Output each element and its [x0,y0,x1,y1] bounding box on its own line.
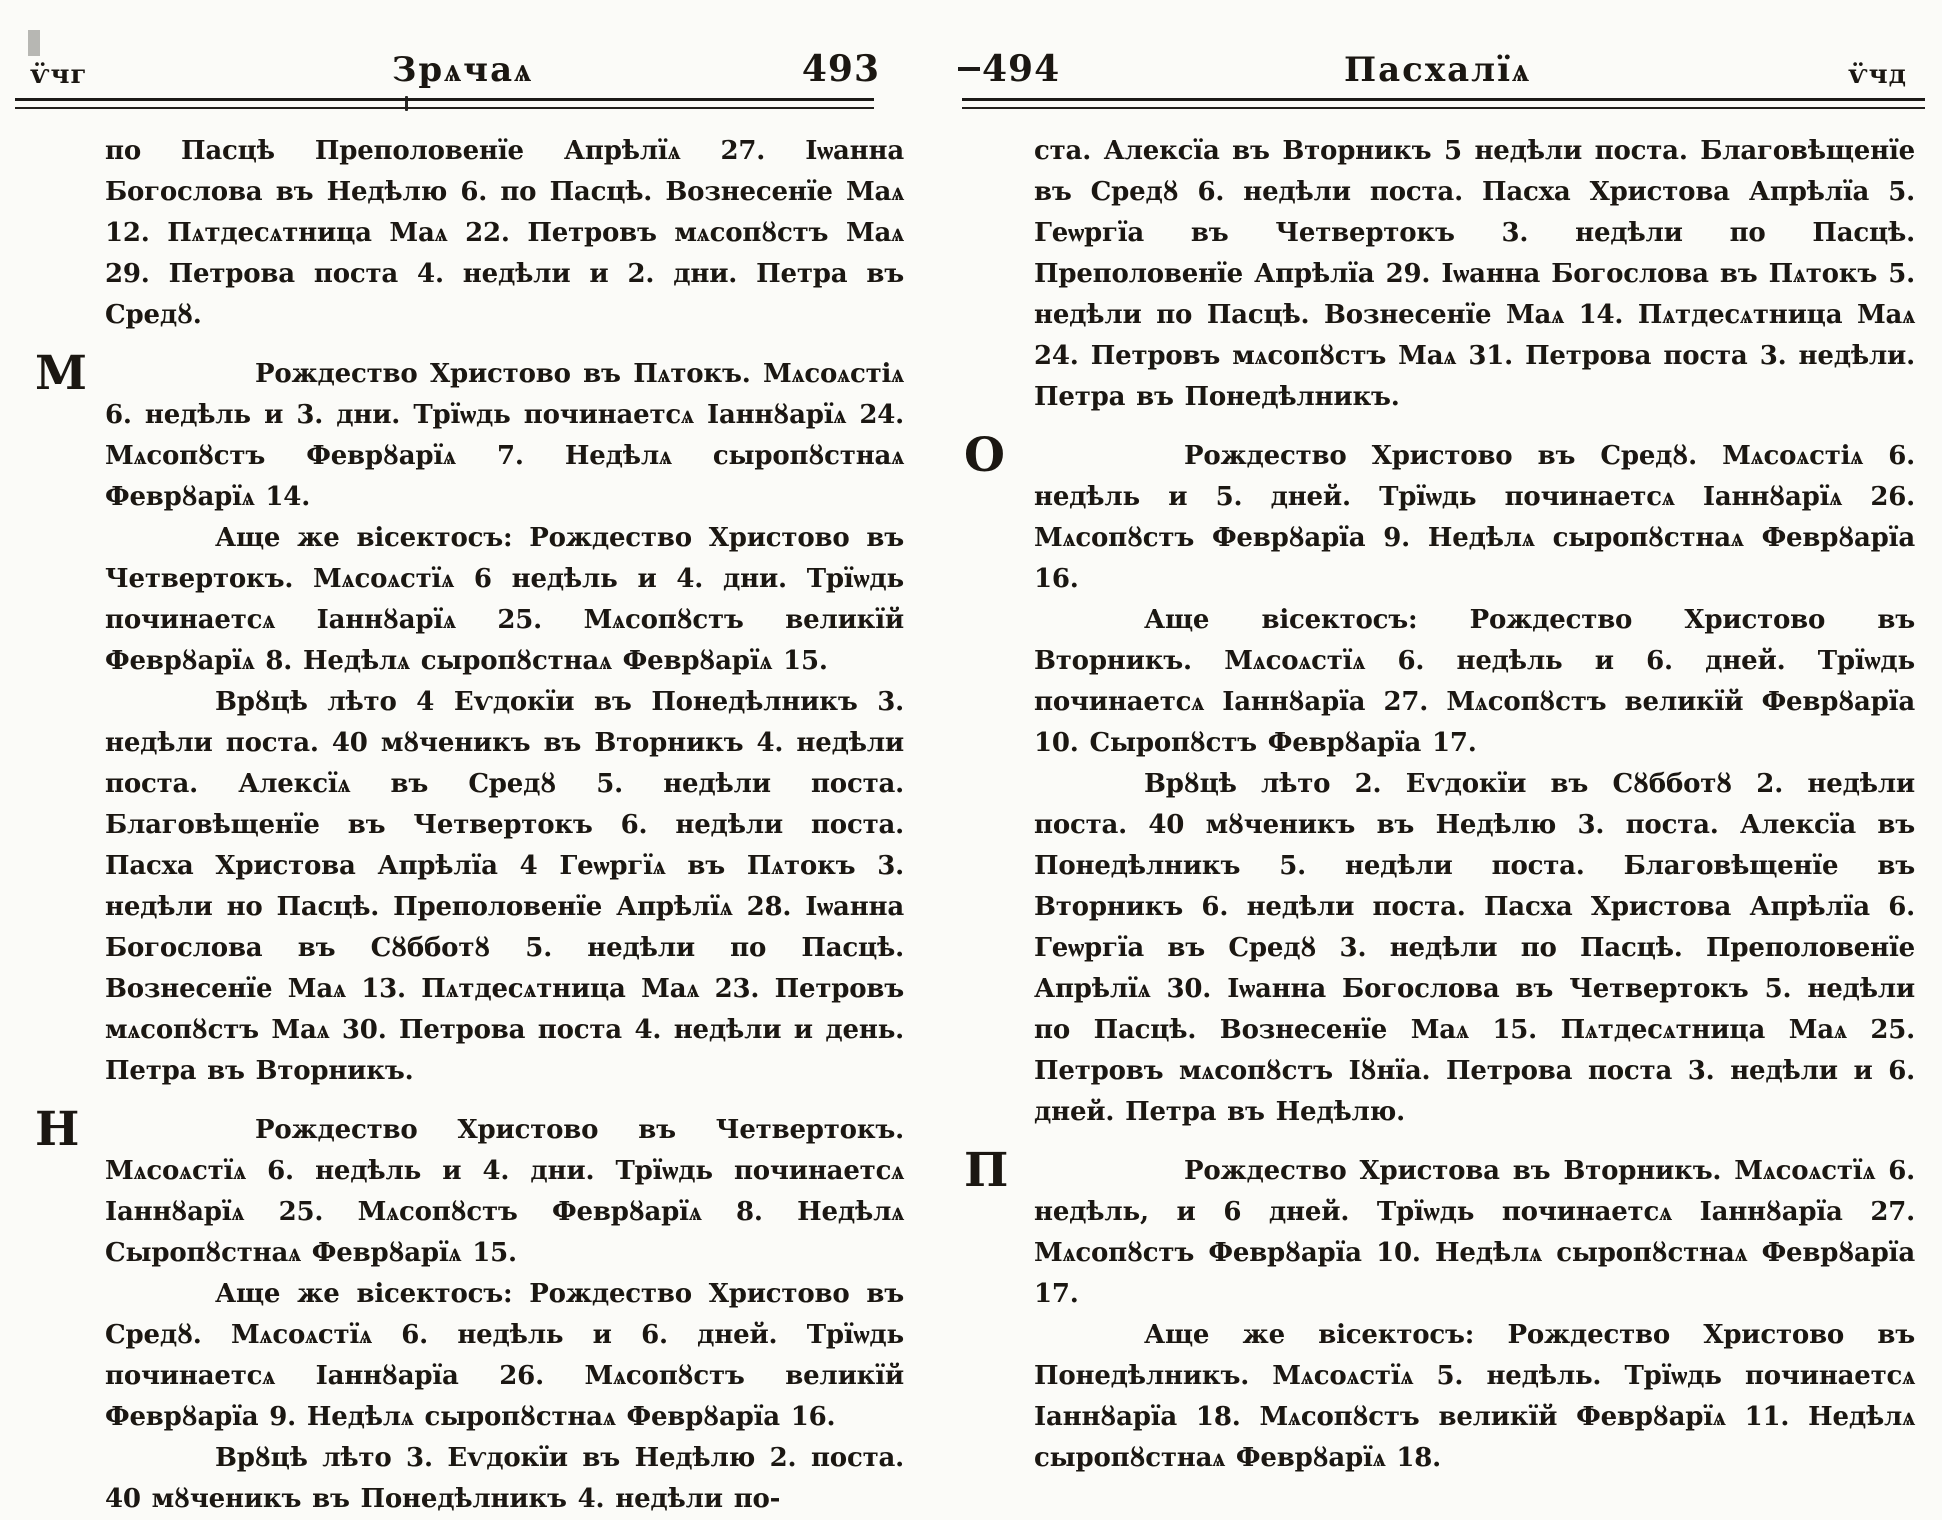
paragraph-text: ста. Алексїа въ Вторникъ 5 недѣли поста. Благовѣщенїе въ Средȣ 6. недѣли поста. Пасха Христова Апрѣлїа 5. Геѡргїа въ Четвертокъ 3. недѣли по Пасцѣ. Преполовенїе Апрѣлїа 29. Іѡанна Богослова въ Пѧтокъ 5. недѣли по Пасцѣ. Вознесенїе Маѧ 14. Пѧтдесѧтница Маѧ 24. Петровъ мѧсопȣстъ Маѧ 31. Петрова поста 3. недѣли. Петра въ Понедѣлникъ. [1034,136,1915,412]
page-body [15,131,910,1520]
paragraph [1034,764,1915,1133]
paragraph-text: Аще же вісектосъ: Рождество Христово въ Понедѣлникъ. Мѧсоѧстїѧ 5. недѣль. Трїѡдь починаетсѧ Іаннȣарїа 18. Мѧсопȣстъ великїй Феврȣарїѧ 11. Недѣлѧ сыропȣстнаѧ Феврȣарїѧ 18. [1034,1320,1915,1473]
paragraph [105,682,904,1092]
paragraph-text: Рождество Христово въ Средȣ. Мѧсоѧстіѧ 6. недѣль и 5. дней. Трїѡдь починаетсѧ Іаннȣарїѧ 26. Мѧсопȣстъ Феврȣарїа 9. Недѣлѧ сыропȣстнаѧ Феврȣарїа 16. [1034,441,1915,594]
folio-numeral: ѵ̈чд [1848,60,1907,90]
paragraph [105,518,904,682]
paragraph [105,1274,904,1438]
paragraph-text: Врȣцѣ лѣто 2. Еѵдокїи въ Сȣбботȣ 2. недѣли поста. 40 мȣченикъ въ Недѣлю 3. поста. Алексїа въ Понедѣлникъ 5. недѣли поста. Благовѣщенїе въ Вторникъ 6. недѣли поста. Пасха Христова Апрѣлїа 6. Геѡргїа въ Средȣ 3. недѣли по Пасцѣ. Преполовенїе Апрѣлїѧ 30. Іѡанна Богослова въ Четвертокъ 5. недѣли по Пасцѣ. Вознесенїе Маѧ 15. Пѧтдесѧтница Маѧ 25. Петровъ мѧсопȣстъ Іȣнїа. Петрова поста 3. недѣли и 6. дней. Петра въ Недѣлю. [1034,769,1915,1127]
margin-initial: П [964,1143,1009,1198]
page-493 [15,46,910,1520]
page-header [15,46,910,90]
paragraph-text: Аще вісектосъ: Рождество Христово въ Вторникъ. Мѧсоѧстїѧ 6. недѣль и 6. дней. Трїѡдь починаетсѧ Іаннȣарїа 27. Мѧсопȣстъ великїй Феврȣарїа 10. Сыропȣстъ Феврȣарїа 17. [1034,605,1915,758]
paragraph-text: Рождество Христово въ Пѧтокъ. Мѧсоѧстіѧ 6. недѣль и 3. дни. Трїѡдь починаетсѧ Іаннȣарїѧ 24. Мѧсопȣстъ Феврȣарїѧ 7. Недѣлѧ сыропȣстнаѧ Феврȣарїѧ 14. [105,359,904,512]
paragraph [35,1102,904,1274]
margin-initial: О [964,428,1005,483]
paragraph [1034,1315,1915,1479]
paragraph-text: Аще же вісектосъ: Рождество Христово въ Четвертокъ. Мѧсоѧстїѧ 6 недѣль и 4. дни. Трїѡдь починаетсѧ Іаннȣарїѧ 25. Мѧсопȣстъ великїй Феврȣарїѧ 8. Недѣлѧ сыропȣстнаѧ Феврȣарїѧ 15. [105,523,904,676]
margin-initial: Н [35,1102,80,1157]
paragraph [1034,131,1915,418]
paragraph [105,131,904,336]
ink-mark [958,67,980,71]
paragraph-text: Врȣцѣ лѣто 3. Еѵдокїи въ Недѣлю 2. поста. 40 мȣченикъ въ Понедѣлникъ 4. недѣли по- [105,1443,904,1514]
running-title: Зрѧчаѧ [391,50,534,90]
running-title: Пасхалїѧ [1343,50,1532,90]
paragraph [964,1143,1915,1315]
paragraph-text: Рождество Христова въ Вторникъ. Мѧсоѧстїѧ 6. недѣль, и 6 дней. Трїѡдь починаетсѧ Іаннȣарїа 27. Мѧсопȣстъ Феврȣарїа 10. Недѣлѧ сыропȣстнаѧ Феврȣарїа 17. [1034,1156,1915,1309]
header-rule [15,98,874,109]
page-body [950,131,1925,1479]
header-rule [962,98,1925,109]
paragraph [35,346,904,518]
page-number: 493 [801,48,880,90]
paragraph-text: по Пасцѣ Преполовенїе Апрѣлїѧ 27. Іѡанна Богослова въ Недѣлю 6. по Пасцѣ. Вознесенїе Маѧ 12. Пѧтдесѧтница Маѧ 22. Петровъ мѧсопȣстъ Маѧ 29. Петрова поста 4. недѣли и 2. дни. Петра въ Средȣ. [105,136,904,330]
folio-numeral: ѵ̈чг [30,60,88,90]
paragraph-text: Врȣцѣ лѣто 4 Еѵдокїи въ Понедѣлникъ 3. недѣли поста. 40 мȣченикъ въ Вторникъ 4. недѣли поста. Алексїѧ въ Средȣ 5. недѣли поста. Благовѣщенїе въ Четвертокъ 6. недѣли поста. Пасха Христова Апрѣлїа 4 Геѡргїѧ въ Пѧтокъ 3. недѣли но Пасцѣ. Преполовенїе Апрѣлїѧ 28. Іѡанна Богослова въ Сȣбботȣ 5. недѣли по Пасцѣ. Вознесенїе Маѧ 13. Пѧтдесѧтница Маѧ 23. Петровъ мѧсопȣстъ Маѧ 30. Петрова поста 4. недѣли и день. Петра въ Вторникъ. [105,687,904,1086]
paragraph [1034,600,1915,764]
margin-initial: М [35,346,87,401]
paragraph-text: Аще же вісектосъ: Рождество Христово въ Средȣ. Мѧсоѧстїѧ 6. недѣль и 6. дней. Трїѡдь починаетсѧ Іаннȣарїа 26. Мѧсопȣстъ великїй Феврȣарїа 9. Недѣлѧ сыропȣстнаѧ Феврȣарїа 16. [105,1279,904,1432]
paragraph [105,1438,904,1520]
page-number: 494 [958,48,1060,90]
page-494 [950,46,1925,1479]
paragraph [964,428,1915,600]
paragraph-text: Рождество Христово въ Четвертокъ. Мѧсоѧстїѧ 6. недѣль и 4. дни. Трїѡдь починаетсѧ Іаннȣарїѧ 25. Мѧсопȣстъ Феврȣарїѧ 8. Недѣлѧ Сыропȣстнаѧ Феврȣарїѧ 15. [105,1115,904,1268]
page-header [950,46,1925,90]
